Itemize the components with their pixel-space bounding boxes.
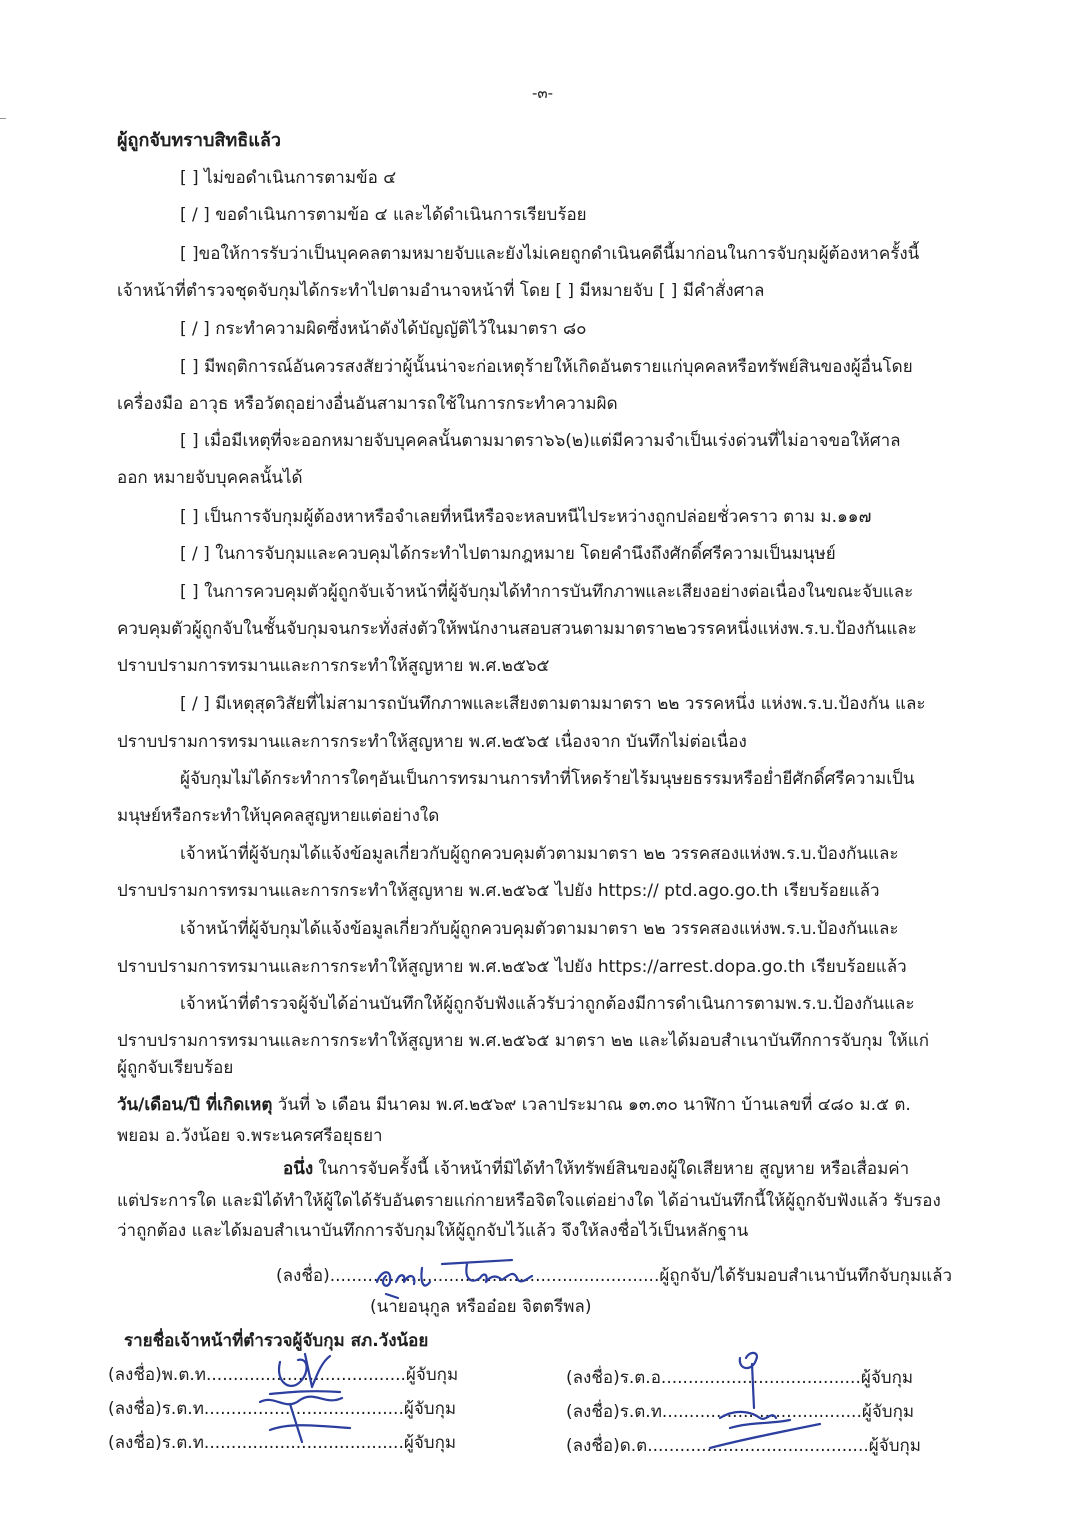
- option-line: [ / ] ในการจับกุมและควบคุมได้กระทำไปตามกฎหมาย โดยคำนึงถึงศักดิ์ศรีความเป็นมนุษย์: [180, 544, 836, 564]
- incident-label: วัน/เดือน/ปี ที่เกิดเหตุ: [117, 1095, 273, 1115]
- body-line: เจ้าหน้าที่ผู้จับกุมได้แจ้งข้อมูลเกี่ยวกับผู้ถูกควบคุมตัวตามมาตรา ๒๒ วรรคสองแห่งพ.ร.บ.ป้องกันและ: [180, 919, 899, 939]
- officer-sign-line: (ลงชื่อ)พ.ต.ท.....................................ผู้จับกุม: [108, 1365, 459, 1385]
- officer-sign-line: (ลงชื่อ)ร.ต.ท.....................................ผู้จับกุม: [108, 1433, 457, 1453]
- officer-signature-2: [700, 1348, 830, 1458]
- option-line: [ ]ขอให้การรับว่าเป็นบุคคลตามหมายจับและยังไม่เคยถูกดำเนินคดีนี้มาก่อนในการจับกุมผู้ต้องหาครั้งนี้: [180, 244, 920, 264]
- incident-line-2: พยอม อ.วังน้อย จ.พระนครศรีอยุธยา: [117, 1126, 383, 1146]
- body-line: ปราบปรามการทรมานและการกระทำให้สูญหาย พ.ศ.๒๕๖๕ เนื่องจาก บันทึกไม่ต่อเนื่อง: [117, 732, 747, 752]
- margin-mark: [0, 118, 6, 119]
- body-line: ควบคุมตัวผู้ถูกจับในชั้นจับกุมจนกระทั่งส่งตัวให้พนักงานสอบสวนตามมาตรา๒๒วรรคหนึ่งแห่งพ.ร.บ.ป้องกันและ: [117, 619, 917, 639]
- body-line: มนุษย์หรือกระทำให้บุคคลสูญหายแต่อย่างใด: [117, 806, 440, 826]
- closing-text: ในการจับครั้งนี้ เจ้าหน้าที่มิได้ทำให้ทรัพย์สินของผู้ใดเสียหาย สูญหาย หรือเสื่อมค่า: [313, 1159, 910, 1179]
- incident-text: วันที่ ๖ เดือน มีนาคม พ.ศ.๒๕๖๙ เวลาประมาณ ๑๓.๓๐ นาฬิกา บ้านเลขที่ ๔๘๐ ม.๕ ต.: [272, 1095, 911, 1115]
- option-line: [ / ] ขอดำเนินการตามข้อ ๔ และได้ดำเนินการเรียบร้อย: [180, 205, 587, 225]
- option-line: [ ] เป็นการจับกุมผู้ต้องหาหรือจำเลยที่หนีหรือจะหลบหนีไประหว่างถูกปล่อยชั่วคราว ตาม ม.๑๑๗: [180, 507, 872, 527]
- closing-line-2: แต่ประการใด และมิได้ทำให้ผู้ใดได้รับอันตรายแก่กายหรือจิตใจแต่อย่างใด ได้อ่านบันทึกนี้ให้ผู้ถูกจับฟังแล้ว รับรอง: [117, 1191, 941, 1211]
- heading: ผู้ถูกจับทราบสิทธิแล้ว: [117, 130, 281, 151]
- officer-signature-1: [230, 1342, 380, 1452]
- body-line: เครื่องมือ อาวุธ หรือวัตถุอย่างอื่นอันสามารถใช้ในการกระทำความผิด: [117, 394, 618, 414]
- closing-line-3: ว่าถูกต้อง และได้มอบสำเนาบันทึกการจับกุมให้ผู้ถูกจับไว้แล้ว จึงให้ลงชื่อไว้เป็นหลักฐาน: [117, 1221, 749, 1241]
- body-line: ออก หมายจับบุคคลนั้นได้: [117, 468, 303, 488]
- option-line: [ ] เมื่อมีเหตุที่จะออกหมายจับบุคคลนั้นตามมาตรา๖๖(๒)แต่มีความจำเป็นเร่งด่วนที่ไม่อาจขอให้ศาล: [180, 431, 901, 451]
- arrestee-sign-line: (ลงชื่อ).............................................................ผู้ถูกจับ/ได้รับมอบสำเนาบันทึกจับกุมแล้ว: [276, 1266, 953, 1286]
- option-line: [ / ] มีเหตุสุดวิสัยที่ไม่สามารถบันทึกภาพและเสียงตามตามมาตรา ๒๒ วรรคหนึ่ง แห่งพ.ร.บ.ป้องกัน และ: [180, 694, 926, 714]
- body-line: เจ้าหน้าที่ตำรวจผู้จับได้อ่านบันทึกให้ผู้ถูกจับฟังแล้วรับว่าถูกต้องมีการดำเนินการตามพ.ร.บ.ป้องกันและ: [180, 994, 915, 1014]
- option-line: [ / ] กระทำความผิดซึ่งหน้าดังได้บัญญัติไว้ในมาตรา ๘๐: [180, 319, 587, 339]
- body-line: ผู้ถูกจับเรียบร้อย: [117, 1058, 234, 1078]
- officer-sign-line: (ลงชื่อ)ร.ต.อ.....................................ผู้จับกุม: [566, 1368, 914, 1388]
- body-line: เจ้าหน้าที่ตำรวจชุดจับกุมได้กระทำไปตามอำนาจหน้าที่ โดย [ ] มีหมายจับ [ ] มีคำสั่งศาล: [117, 281, 765, 301]
- closing-line-1: [283, 1158, 909, 1180]
- option-line: [ ] ในการควบคุมตัวผู้ถูกจับเจ้าหน้าที่ผู้จับกุมได้ทำการบันทึกภาพและเสียงอย่างต่อเนื่องในขณะจับและ: [180, 582, 914, 602]
- option-line: [ ] มีพฤติการณ์อันควรสงสัยว่าผู้นั้นน่าจะก่อเหตุร้ายให้เกิดอันตรายแก่บุคคลหรือทรัพย์สินของผู้อื่นโดย: [180, 357, 913, 377]
- incident-line: [117, 1094, 911, 1116]
- officer-sign-line: (ลงชื่อ)ด.ต.........................................ผู้จับกุม: [566, 1436, 921, 1456]
- officer-sign-line: (ลงชื่อ)ร.ต.ท.....................................ผู้จับกุม: [566, 1402, 915, 1422]
- officer-sign-line: (ลงชื่อ)ร.ต.ท.....................................ผู้จับกุม: [108, 1399, 457, 1419]
- closing-lead: อนึ่ง: [283, 1159, 314, 1179]
- body-line: ปราบปรามการทรมานและการกระทำให้สูญหาย พ.ศ.๒๕๖๕: [117, 656, 550, 676]
- page-number: -๓-: [532, 84, 554, 102]
- body-line: เจ้าหน้าที่ผู้จับกุมได้แจ้งข้อมูลเกี่ยวกับผู้ถูกควบคุมตัวตามมาตรา ๒๒ วรรคสองแห่งพ.ร.บ.ป้องกันและ: [180, 844, 899, 864]
- body-line: ปราบปรามการทรมานและการกระทำให้สูญหาย พ.ศ.๒๕๖๕ ไปยัง https:// ptd.ago.go.th เรียบร้อยแล้ว: [117, 881, 880, 901]
- body-line: ปราบปรามการทรมานและการกระทำให้สูญหาย พ.ศ.๒๕๖๕ ไปยัง https://arrest.dopa.go.th เรียบร้อยแล้ว: [117, 957, 907, 977]
- body-line: ผู้จับกุมไม่ได้กระทำการใดๆอันเป็นการทรมานการทำที่โหดร้ายไร้มนุษยธรรมหรือย่ำยีศักดิ์ศรีความเป็น: [180, 769, 915, 789]
- officers-heading: รายชื่อเจ้าหน้าที่ตำรวจผู้จับกุม สภ.วังน้อย: [124, 1331, 429, 1351]
- arrestee-name: (นายอนุกูล หรืออ๋อย จิตตรีพล): [370, 1297, 592, 1317]
- body-line: ปราบปรามการทรมานและการกระทำให้สูญหาย พ.ศ.๒๕๖๕ มาตรา ๒๒ และได้มอบสำเนาบันทึกการจับกุม ให้แก่: [117, 1031, 929, 1051]
- option-line: [ ] ไม่ขอดำเนินการตามข้อ ๔: [180, 168, 397, 188]
